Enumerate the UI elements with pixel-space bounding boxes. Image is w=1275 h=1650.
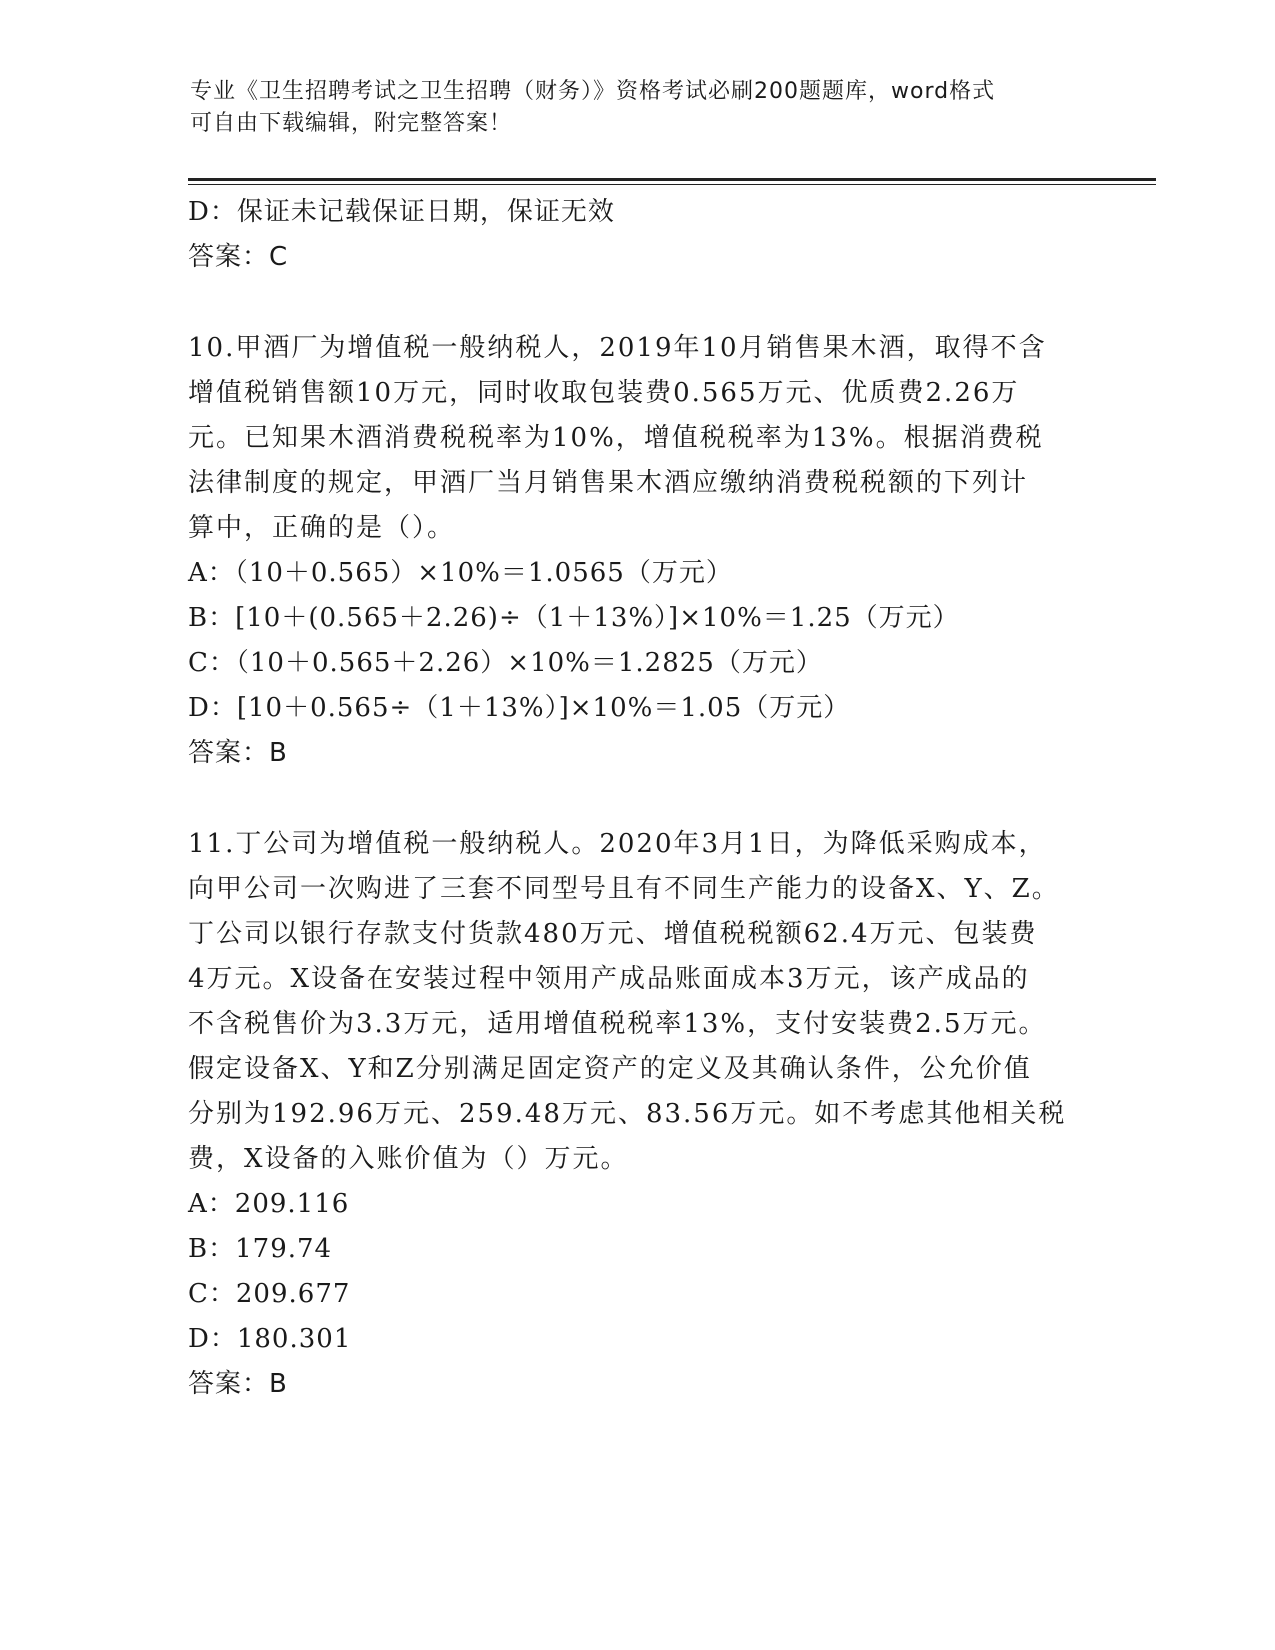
answer-line: 答案：C [188, 242, 289, 272]
question-stem-line: 算中，正确的是（）。 [188, 513, 456, 543]
question-stem-line: 4万元。X设备在安装过程中领用产成品账面成本3万元，该产成品的 [188, 964, 1030, 994]
header-rule-thick [188, 178, 1156, 181]
question-stem-line: 11.丁公司为增值税一般纳税人。2020年3月1日，为降低采购成本， [188, 829, 1047, 859]
header-line-1: 专业《卫生招聘考试之卫生招聘（财务）》资格考试必刷200题题库，word格式 [190, 79, 996, 104]
question-10 [188, 326, 1088, 776]
option-d: D：保证未记载保证日期，保证无效 [188, 197, 615, 227]
question-stem-line: 分别为192.96万元、259.48万元、83.56万元。如不考虑其他相关税 [188, 1099, 1067, 1129]
question-stem-line: 假定设备X、Y和Z分别满足固定资产的定义及其确认条件，公允价值 [188, 1054, 1032, 1084]
previous-question-tail [188, 190, 1088, 280]
spacer [188, 776, 1088, 822]
question-stem-line: 增值税销售额10万元，同时收取包装费0.565万元、优质费2.26万 [188, 378, 1020, 408]
question-stem-line: 向甲公司一次购进了三套不同型号且有不同生产能力的设备X、Y、Z。 [188, 874, 1060, 904]
option-b: B：179.74 [188, 1234, 333, 1264]
question-stem-line: 法律制度的规定，甲酒厂当月销售果木酒应缴纳消费税税额的下列计 [188, 468, 1029, 498]
spacer [188, 280, 1088, 326]
answer-line: 答案：B [188, 738, 288, 768]
document-header [190, 76, 1090, 140]
header-line-2: 可自由下载编辑，附完整答案！ [190, 111, 513, 136]
option-d: D：[10＋0.565÷（1＋13%）]×10%＝1.05（万元） [188, 693, 851, 723]
option-d: D：180.301 [188, 1324, 352, 1354]
option-b: B：[10＋(0.565＋2.26)÷（1＋13%）]×10%＝1.25（万元） [188, 603, 960, 633]
answer-line: 答案：B [188, 1369, 288, 1399]
question-11 [188, 822, 1088, 1407]
question-stem-line: 费，X设备的入账价值为（）万元。 [188, 1144, 629, 1174]
header-rule-thin [188, 184, 1156, 185]
document-body [188, 190, 1088, 1407]
option-c: C：（10＋0.565＋2.26）×10%＝1.2825（万元） [188, 648, 823, 678]
question-stem-line: 不含税售价为3.3万元，适用增值税税率13%，支付安装费2.5万元。 [188, 1009, 1047, 1039]
option-c: C：209.677 [188, 1279, 351, 1309]
question-stem-line: 丁公司以银行存款支付货款480万元、增值税税额62.4万元、包装费 [188, 919, 1038, 949]
question-stem-line: 10.甲酒厂为增值税一般纳税人，2019年10月销售果木酒，取得不含 [188, 333, 1047, 363]
question-stem-line: 元。已知果木酒消费税税率为10%，增值税税率为13%。根据消费税 [188, 423, 1044, 453]
option-a: A：209.116 [188, 1189, 350, 1219]
option-a: A：（10＋0.565）×10%＝1.0565（万元） [188, 558, 733, 588]
